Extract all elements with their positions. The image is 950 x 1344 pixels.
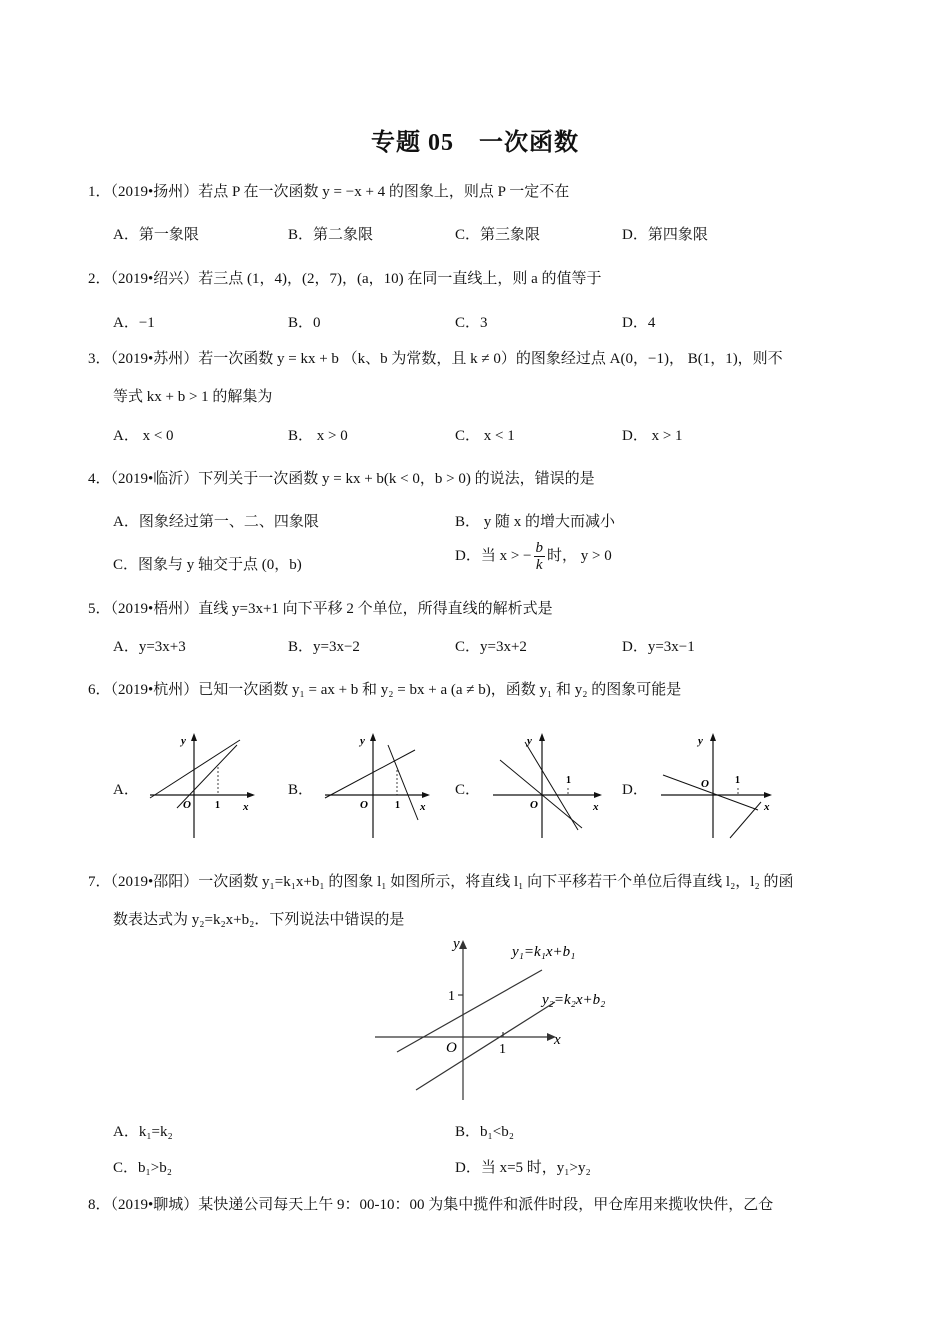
fraction-denominator: k <box>535 557 543 573</box>
q2-option-d: D．4 <box>622 315 656 331</box>
q3-option-a: A． x < 0 <box>113 428 174 444</box>
q4-option-d-suffix: 时， y > 0 <box>547 547 612 564</box>
axis-x-label: x <box>420 801 426 813</box>
fraction-numerator: b <box>535 540 544 556</box>
q2-option-b: B．0 <box>288 315 321 331</box>
tick-one-label: 1 <box>735 775 740 786</box>
q4-option-c: C．图象与 y 轴交于点 (0，b) <box>113 557 302 573</box>
q6-option-a-label: A． <box>113 782 139 798</box>
axis-x-label: x <box>243 801 249 813</box>
question-3-stem-line1: 3．（2019•苏州）若一次函数 y = kx + b （k、b 为常数，且 k ≠ 0）的图象经过点 A(0，−1)， B(1，1)，则不 <box>88 351 783 367</box>
q4-option-d-prefix: D．当 x > − <box>455 547 532 564</box>
question-1-stem: 1．（2019•扬州）若点 P 在一次函数 y = −x + 4 的图象上，则点 P 一定不在 <box>88 184 570 200</box>
question-8-stem: 8．（2019•聊城）某快递公司每天上午 9：00-10：00 为集中揽件和派件时段，甲仓库用来揽收快件，乙仓 <box>88 1197 774 1213</box>
origin-label: O <box>530 799 538 811</box>
question-6-stem: 6．（2019•杭州）已知一次函数 y₁ = ax + b 和 y₂ = bx + a (a ≠ b)，函数 y₁ 和 y₂ 的图象可能是 <box>88 682 682 698</box>
q1-option-d: D．第四象限 <box>622 227 708 243</box>
q5-option-b: B．y=3x−2 <box>288 639 360 655</box>
q7-option-b: B．b₁<b₂ <box>455 1124 514 1140</box>
origin-label: O <box>183 799 191 811</box>
q1-option-b: B．第二象限 <box>288 227 374 243</box>
axis-y-label: y <box>527 735 532 747</box>
q7-figure <box>370 930 610 1105</box>
axis-y-label: y <box>360 735 365 747</box>
q7-option-c: C．b₁>b₂ <box>113 1160 172 1176</box>
page-title: 专题 05 一次函数 <box>371 130 579 156</box>
q6-graph-c <box>490 730 610 840</box>
fig-line-2-label: y₂=k₂x+b₂ <box>542 992 606 1008</box>
q1-option-c: C．第三象限 <box>455 227 541 243</box>
q7-option-a: A．k₁=k₂ <box>113 1124 173 1140</box>
q4-option-a: A．图象经过第一、二、四象限 <box>113 514 319 530</box>
fig-y-one-label: 1 <box>448 989 455 1004</box>
q5-option-c: C．y=3x+2 <box>455 639 527 655</box>
axis-x-label: x <box>764 801 770 813</box>
q5-option-a: A．y=3x+3 <box>113 639 186 655</box>
q6-option-b-label: B． <box>288 782 314 798</box>
tick-one-label: 1 <box>395 800 400 811</box>
fraction-b-over-k <box>534 540 546 573</box>
q6-option-d-label: D． <box>622 782 648 798</box>
tick-one-label: 1 <box>215 800 220 811</box>
axis-x-label: x <box>593 801 599 813</box>
fig-y-label: y <box>453 936 460 952</box>
question-2-stem: 2．（2019•绍兴）若三点 (1，4)，(2，7)，(a，10) 在同一直线上，则 a 的值等于 <box>88 271 602 287</box>
q2-option-a: A．−1 <box>113 315 155 331</box>
question-3-stem-line2: 等式 kx + b > 1 的解集为 <box>113 389 273 405</box>
origin-label: O <box>701 778 709 790</box>
q2-option-c: C．3 <box>455 315 488 331</box>
origin-label: O <box>360 799 368 811</box>
q3-option-b: B． x > 0 <box>288 428 348 444</box>
axis-y-label: y <box>698 735 703 747</box>
axis-y-label: y <box>181 735 186 747</box>
fig-x-label: x <box>554 1032 561 1048</box>
q3-option-c: C． x < 1 <box>455 428 515 444</box>
q4-option-b: B． y 随 x 的增大而减小 <box>455 514 616 530</box>
question-7-stem-line1: 7．（2019•邵阳）一次函数 y₁=k₁x+b₁ 的图象 l₁ 如图所示，将直线 l₁ 向下平移若干个单位后得直线 l₂，l₂ 的函 <box>88 874 794 890</box>
fig-origin-label: O <box>446 1040 457 1056</box>
q6-graph-d <box>658 730 778 840</box>
q3-option-d: D． x > 1 <box>622 428 683 444</box>
question-4-stem: 4．（2019•临沂）下列关于一次函数 y = kx + b(k < 0，b > 0) 的说法，错误的是 <box>88 471 595 487</box>
q4-option-d <box>455 540 612 573</box>
q6-option-c-label: C． <box>455 782 481 798</box>
question-7-stem-line2: 数表达式为 y₂=k₂x+b₂．下列说法中错误的是 <box>113 912 405 928</box>
q5-option-d: D．y=3x−1 <box>622 639 695 655</box>
tick-one-label: 1 <box>566 775 571 786</box>
q7-option-d: D．当 x=5 时，y₁>y₂ <box>455 1160 591 1176</box>
q1-option-a: A．第一象限 <box>113 227 199 243</box>
question-5-stem: 5．（2019•梧州）直线 y=3x+1 向下平移 2 个单位，所得直线的解析式是 <box>88 601 553 617</box>
fig-x-one-label: 1 <box>499 1042 506 1057</box>
fig-line-1-label: y₁=k₁x+b₁ <box>512 944 576 960</box>
q6-graph-b <box>320 730 435 840</box>
q6-graph-a <box>145 730 260 840</box>
